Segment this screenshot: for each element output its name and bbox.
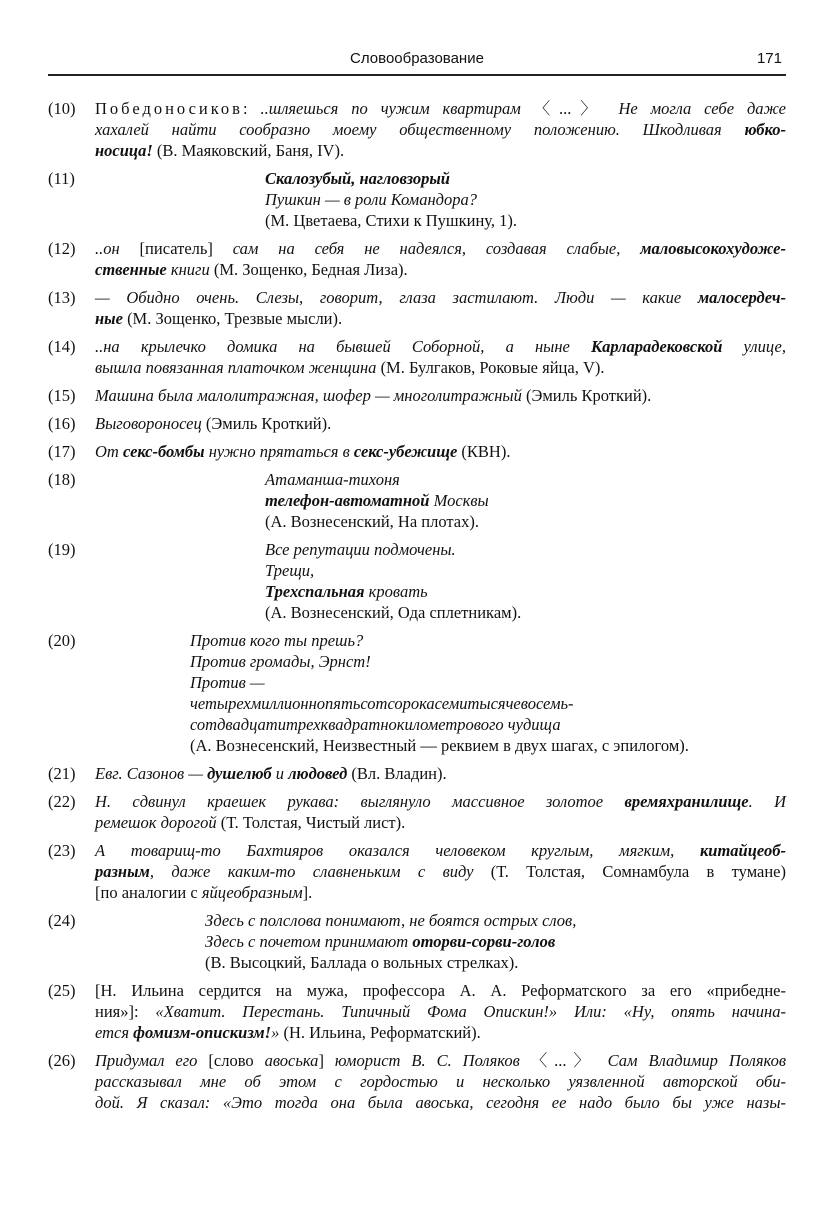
text-segment: (В. Высоцкий, Баллада о вольных стрелках). xyxy=(205,953,519,972)
example-entry xyxy=(48,238,786,280)
text-segment: ]. xyxy=(302,883,313,902)
text-segment: Все репутации подмочены. xyxy=(265,540,456,559)
text-segment: Пушкин — в роли Командора? xyxy=(265,190,477,209)
text-segment: сам на себя не надеялся, создавая слабые, xyxy=(232,239,641,258)
text-line xyxy=(265,560,786,581)
example-number: (23) xyxy=(48,841,76,860)
example-entry xyxy=(48,287,786,329)
text-line xyxy=(205,910,786,931)
text-segment: кровать xyxy=(364,582,428,601)
text-segment: 〈...〉 xyxy=(530,1051,608,1070)
example-entry xyxy=(48,763,786,784)
text-line xyxy=(190,714,786,735)
text-line xyxy=(95,259,786,280)
example-entry xyxy=(48,791,786,833)
text-line xyxy=(190,693,786,714)
highlighted-word: китайцеоб- xyxy=(699,841,786,860)
example-entry xyxy=(48,469,786,532)
example-number: (13) xyxy=(48,288,76,307)
text-segment: Евг. Сазонов — xyxy=(95,764,208,783)
text-line xyxy=(265,511,786,532)
text-line xyxy=(265,539,786,560)
highlighted-word: телефон-автоматной xyxy=(265,491,430,510)
text-line xyxy=(190,672,786,693)
text-segment: Выговороносец xyxy=(95,414,202,433)
text-line xyxy=(95,357,786,378)
text-segment: [по аналогии с xyxy=(95,883,202,902)
text-line xyxy=(190,651,786,672)
text-segment: (М. Цветаева, Стихи к Пушкину, 1). xyxy=(265,211,517,230)
text-segment: авоська xyxy=(264,1051,319,1070)
example-number: (16) xyxy=(48,414,76,433)
text-line xyxy=(95,1050,786,1071)
text-segment: нужно прятаться в xyxy=(204,442,354,461)
text-line xyxy=(190,630,786,651)
text-line xyxy=(95,763,786,784)
example-entry xyxy=(48,1050,786,1113)
text-line xyxy=(265,581,786,602)
page-number: 171 xyxy=(756,50,782,67)
highlighted-word: Карларадековской xyxy=(590,337,723,356)
text-line xyxy=(95,1092,786,1113)
example-entry xyxy=(48,441,786,462)
text-segment: и xyxy=(271,764,289,783)
text-segment: — Обидно очень. Слезы, говорит, глаза застилают. Люди — какие xyxy=(95,288,698,307)
text-segment: книги xyxy=(166,260,210,279)
example-number: (15) xyxy=(48,386,76,405)
text-line xyxy=(95,238,786,259)
text-segment: А товарищ-то Бахтияров оказался человеком круглым, мягким, xyxy=(95,841,700,860)
highlighted-word: Трехспальная xyxy=(265,582,365,601)
text-line xyxy=(95,98,786,119)
text-segment: Против кого ты прешь? xyxy=(190,631,364,650)
text-segment: ..на крылечко домика на бывшей Соборной, а ныне xyxy=(95,337,591,356)
text-line xyxy=(265,210,786,231)
text-segment: (М. Булгаков, Роковые яйца, V). xyxy=(376,358,605,377)
text-segment: сотдвадцатитрехквадратнокилометрового чудища xyxy=(190,715,561,734)
text-segment: юморист В. С. Поляков xyxy=(334,1051,531,1070)
text-segment: Придумал его xyxy=(95,1051,209,1070)
text-segment: Трещи, xyxy=(265,561,315,580)
text-segment: (Т. Толстая, Чистый лист). xyxy=(216,813,406,832)
highlighted-word: секс-убежище xyxy=(353,442,458,461)
highlighted-word: Скалозубый, нагловзорый xyxy=(265,169,450,188)
running-header xyxy=(48,50,786,76)
highlighted-word: ственные xyxy=(95,260,167,279)
example-entry xyxy=(48,413,786,434)
text-line xyxy=(265,602,786,623)
text-segment: (Эмиль Кроткий). xyxy=(521,386,652,405)
text-segment: (М. Зощенко, Трезвые мысли). xyxy=(122,309,343,328)
text-segment: улице, xyxy=(722,337,786,356)
example-entry xyxy=(48,98,786,161)
text-line xyxy=(95,413,786,434)
text-line xyxy=(95,882,786,903)
chapter-title: Словообразование xyxy=(350,50,484,67)
example-entry xyxy=(48,910,786,973)
text-line xyxy=(95,441,786,462)
text-line xyxy=(95,980,786,1001)
text-line xyxy=(95,308,786,329)
text-line xyxy=(95,812,786,833)
text-line xyxy=(265,490,786,511)
example-number: (24) xyxy=(48,911,76,930)
text-segment: четырехмиллионнопятьсотсорокасемитысячевосемь- xyxy=(190,694,574,713)
example-entry xyxy=(48,385,786,406)
example-entry xyxy=(48,630,786,756)
example-number: (12) xyxy=(48,239,76,258)
text-segment: рассказывал мне об этом с гордостью и несколько уязвленной авторской оби- xyxy=(95,1072,786,1091)
text-segment: Здесь с полслова понимают, не боятся острых слов, xyxy=(205,911,577,930)
text-segment: (А. Вознесенский, Ода сплетникам). xyxy=(265,603,522,622)
page-body xyxy=(48,98,786,1120)
text-segment: (Н. Ильина, Реформатский). xyxy=(279,1023,481,1042)
example-entry xyxy=(48,168,786,231)
example-number: (17) xyxy=(48,442,76,461)
text-segment: Машина была малолитражная, шофер — многолитражный xyxy=(95,386,522,405)
example-number: (11) xyxy=(48,169,75,188)
text-segment: [писатель] xyxy=(139,239,233,258)
example-number: (26) xyxy=(48,1051,76,1070)
text-line xyxy=(95,385,786,406)
example-number: (10) xyxy=(48,99,76,118)
text-segment: (М. Зощенко, Бедная Лиза). xyxy=(209,260,408,279)
text-segment: (В. Маяковский, Баня, IV). xyxy=(152,141,345,160)
example-number: (25) xyxy=(48,981,76,1000)
highlighted-word: юбко- xyxy=(744,120,786,139)
text-line xyxy=(95,1022,786,1043)
highlighted-word: фомизм-опискизм! xyxy=(133,1023,272,1042)
text-line xyxy=(265,469,786,490)
highlighted-word: душелюб xyxy=(207,764,272,783)
text-segment: дой. Я сказал: «Это тогда она была авоська, сегодня ее надо было бы уже назы- xyxy=(95,1093,786,1112)
text-segment: : xyxy=(242,99,261,118)
highlighted-word: маловысокохудоже- xyxy=(640,239,786,258)
text-segment: ..шляешься по чужим квартирам xyxy=(260,99,534,118)
highlighted-word: людовед xyxy=(288,764,348,783)
highlighted-word: ные xyxy=(95,309,123,328)
text-segment: Против — xyxy=(190,673,265,692)
text-segment: (КВН). xyxy=(457,442,511,461)
text-segment: яйцеобразным xyxy=(201,883,303,902)
text-segment: От xyxy=(95,442,123,461)
highlighted-word: секс-бомбы xyxy=(122,442,205,461)
text-line xyxy=(95,840,786,861)
example-entry xyxy=(48,539,786,623)
highlighted-word: оторви-сорви-голов xyxy=(412,932,556,951)
text-segment: «Хватит. Перестань. Типичный Фома Опискин!» Или: «Ну, опять начина- xyxy=(155,1002,786,1021)
example-number: (21) xyxy=(48,764,76,783)
text-line xyxy=(205,931,786,952)
example-entry xyxy=(48,840,786,903)
text-segment: 〈...〉 xyxy=(533,99,619,118)
example-entry xyxy=(48,980,786,1043)
text-segment: . И xyxy=(748,792,786,811)
text-segment: Атаманша-тихоня xyxy=(265,470,400,489)
text-segment: ния»]: xyxy=(95,1002,156,1021)
text-segment: » xyxy=(271,1023,280,1042)
text-segment: вышла повязанная платочком женщина xyxy=(95,358,377,377)
text-line xyxy=(95,119,786,140)
text-line xyxy=(95,1001,786,1022)
text-segment: Сам Владимир Поляков xyxy=(607,1051,786,1070)
text-line xyxy=(205,952,786,973)
example-entry xyxy=(48,336,786,378)
text-segment: (А. Вознесенский, Неизвестный — реквием в двух шагах, с эпилогом). xyxy=(190,736,689,755)
text-line xyxy=(95,140,786,161)
text-segment: (А. Вознесенский, На плотах). xyxy=(265,512,479,531)
text-segment: [Н. Ильина сердится на мужа, профессора А. А. Реформатского за его «прибедне- xyxy=(95,981,786,1000)
text-segment: , даже каким-то славненьким с виду xyxy=(149,862,474,881)
text-line xyxy=(95,1071,786,1092)
text-segment: Не могла себе даже xyxy=(618,99,786,118)
text-segment: хахалей найти сообразно моему общественному положению. Шкодливая xyxy=(95,120,745,139)
text-line xyxy=(265,189,786,210)
text-line xyxy=(95,287,786,308)
example-number: (20) xyxy=(48,631,76,650)
text-segment: ] xyxy=(318,1051,335,1070)
text-line xyxy=(95,336,786,357)
text-segment: ремешок дорогой xyxy=(95,813,217,832)
text-line xyxy=(265,168,786,189)
text-segment: Победоносиков xyxy=(95,99,243,118)
text-segment: Здесь с почетом принимают xyxy=(205,932,413,951)
example-number: (22) xyxy=(48,792,76,811)
text-segment: [слово xyxy=(208,1051,265,1070)
text-segment: ..он xyxy=(95,239,140,258)
example-number: (14) xyxy=(48,337,76,356)
text-segment: (Эмиль Кроткий). xyxy=(201,414,332,433)
text-line xyxy=(95,791,786,812)
highlighted-word: носица! xyxy=(95,141,153,160)
text-segment: Против громады, Эрнст! xyxy=(190,652,371,671)
text-line xyxy=(190,735,786,756)
text-segment: Москвы xyxy=(429,491,489,510)
text-segment: (Вл. Владин). xyxy=(347,764,447,783)
highlighted-word: разным xyxy=(95,862,150,881)
text-segment: ется xyxy=(95,1023,134,1042)
example-number: (18) xyxy=(48,470,76,489)
example-number: (19) xyxy=(48,540,76,559)
text-segment: Н. сдвинул краешек рукава: выглянуло массивное золотое xyxy=(95,792,625,811)
text-segment: (Т. Толстая, Сомнамбула в тумане) xyxy=(473,862,786,881)
text-line xyxy=(95,861,786,882)
highlighted-word: времяхранилище xyxy=(624,792,749,811)
highlighted-word: малосердеч- xyxy=(697,288,786,307)
